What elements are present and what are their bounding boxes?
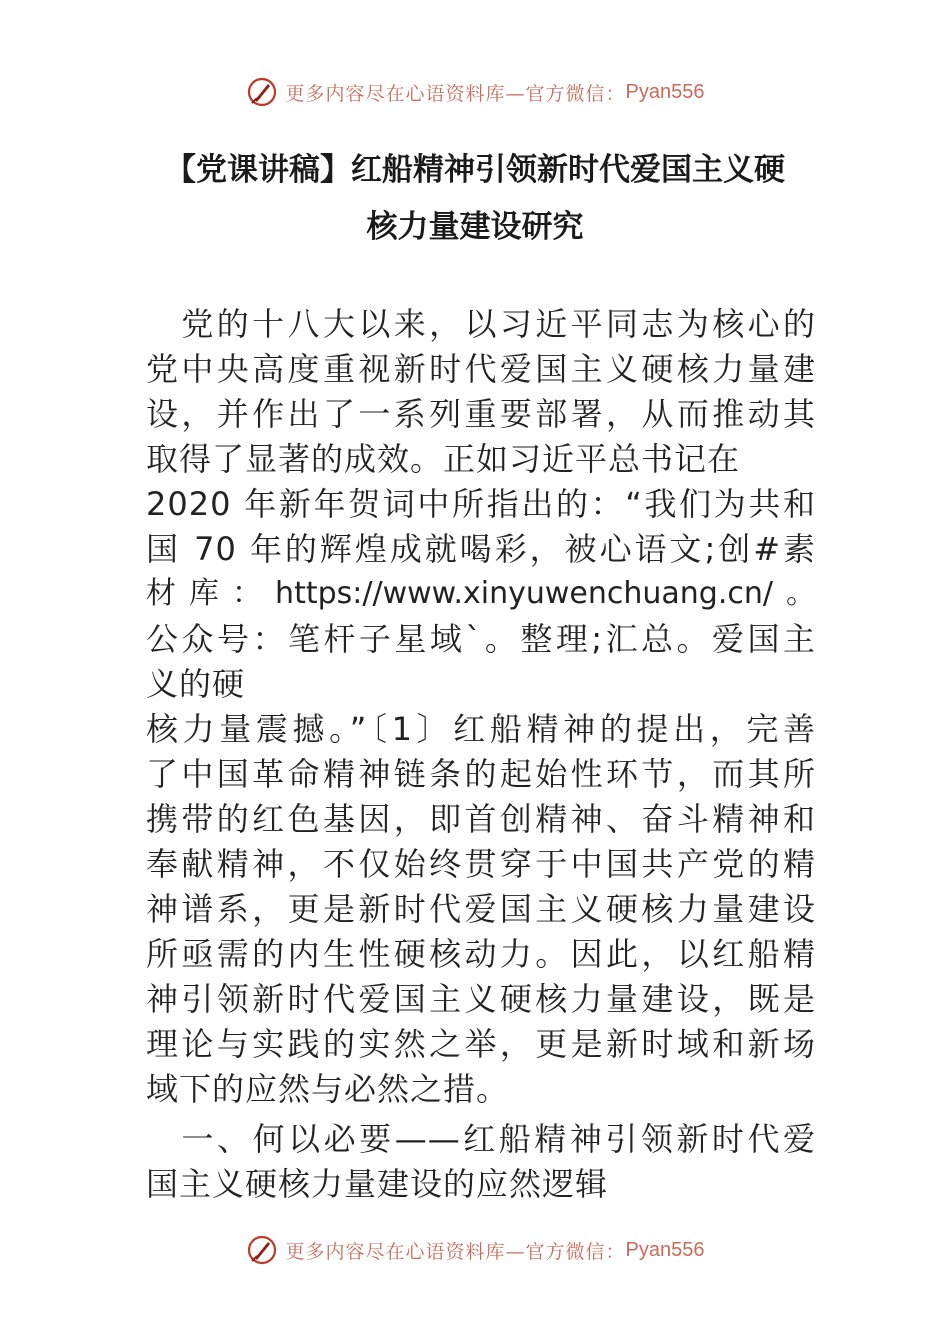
body-line: 党的十八大以来，以习近平同志为核心的 — [146, 305, 816, 343]
body-line: 域下的应然与必然之措。 — [146, 1070, 510, 1108]
body-line: 携带的红色基因，即首创精神、奋斗精神和 — [146, 800, 816, 838]
section-heading-line: 一、何以必要——红船精神引领新时代爱 — [146, 1120, 816, 1158]
body-line: 所亟需的内生性硬核动力。因此，以红船精 — [146, 935, 816, 973]
body-line: 神引领新时代爱国主义硬核力量建设，既是 — [146, 980, 816, 1018]
body-line: 党中央高度重视新时代爱国主义硬核力量建 — [146, 350, 816, 388]
document-title-line-1: 【党课讲稿】红船精神引领新时代爱国主义硬 — [165, 152, 785, 188]
body-line: 神谱系，更是新时代爱国主义硬核力量建设 — [146, 890, 816, 928]
footer-banner — [0, 1230, 950, 1270]
banner-text: 更多内容尽在心语资料库—官方微信： — [285, 82, 626, 105]
header-banner — [0, 72, 950, 112]
body-line: 2020 年新年贺词中所指出的：“我们为共和 — [146, 485, 816, 523]
quill-logo-icon — [246, 1234, 278, 1266]
document-title-line-2: 核力量建设研究 — [366, 209, 584, 245]
banner-text: 更多内容尽在心语资料库—官方微信： — [285, 1240, 626, 1263]
banner-wechat-id: Pyan556 — [625, 1238, 705, 1261]
body-line: 了中国革命精神链条的起始性环节，而其所 — [146, 755, 816, 793]
body-line: 设，并作出了一系列重要部署，从而推动其 — [146, 395, 816, 433]
body-line: 义的硬 — [146, 665, 246, 703]
body-line: 公众号：笔杆子星域`。整理;汇总。爱国主 — [146, 620, 816, 658]
body-line: 奉献精神，不仅始终贯穿于中国共产党的精 — [146, 845, 816, 883]
body-line: 取得了显著的成效。正如习近平总书记在 — [146, 440, 741, 478]
body-line: 核力量震撼。”〔1〕红船精神的提出，完善 — [146, 710, 816, 748]
body-line: 国 70 年的辉煌成就喝彩，被心语文;创#素 — [146, 530, 816, 568]
quill-logo-icon — [246, 76, 278, 108]
body-line: 理论与实践的实然之举，更是新时域和新场 — [146, 1025, 816, 1063]
section-heading-line: 国主义硬核力量建设的应然逻辑 — [146, 1165, 609, 1203]
body-line: 材库：https://www.xinyuwenchuang.cn/。 — [146, 576, 816, 611]
banner-wechat-id: Pyan556 — [625, 80, 705, 103]
